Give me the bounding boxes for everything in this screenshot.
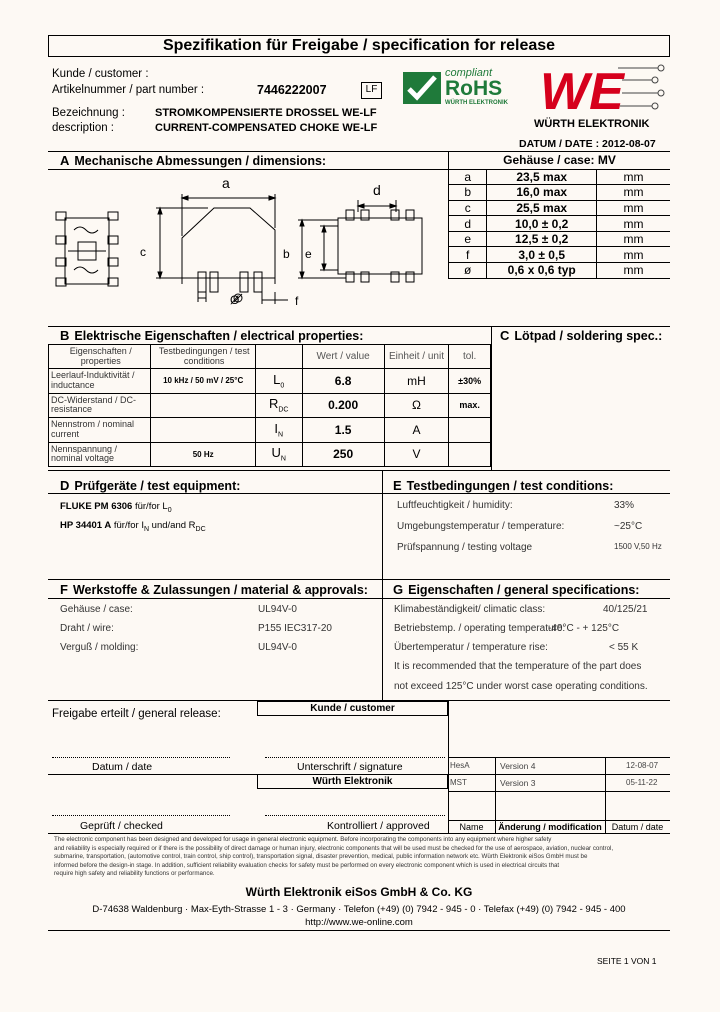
test-condition-label: Umgebungstemperatur / temperature: [397,521,565,532]
dimension-row [449,231,671,247]
rohs-sub-text: WÜRTH ELEKTRONIK [445,100,508,106]
signature-line [265,757,445,758]
tol-cell: ±30% [449,369,491,394]
history-name: HesA [450,761,470,770]
divider [48,598,670,599]
dimension-row [449,263,671,279]
symbol-cell: $I_N$ [255,418,302,443]
divider [48,470,670,471]
designation-value: STROMKOMPENSIERTE DROSSEL WE-LF [155,107,377,119]
material-value: P155 IEC317-20 [258,623,332,634]
approved-label: Kontrolliert / approved [327,820,430,832]
col-prop-header: Eigenschaften / properties [49,345,151,369]
dimension-row [449,185,671,201]
dimension-unit: mm [596,200,670,216]
release-date: DATUM / DATE : 2012-08-07 [519,138,656,150]
divider [448,791,670,792]
company-web: http://www.we-online.com [305,917,413,928]
electrical-table [48,344,491,467]
disclaimer-line: informed before the design-in stage. In addition, sufficient reliability evaluation checks for safety must be performed on every electronic component which is used in electrical circuits that [54,861,560,869]
symbol-cell: $R_{DC}$ [255,393,302,418]
divider [605,757,606,833]
section-g-title: G Eigenschaften / general specifications: [393,582,640,597]
material-label: Draht / wire: [60,623,114,634]
history-name: MST [450,778,467,787]
col-value-header: Wert / value [302,345,384,369]
divider [495,757,496,833]
dimension-sym: b [449,185,487,201]
tol-cell [449,418,491,443]
divider [448,757,670,758]
divider [48,579,670,580]
general-spec-label: Übertemperatur / temperature rise: [394,642,548,653]
general-spec-label: Klimabeständigkeit/ climatic class: [394,604,546,615]
release-label: Freigabe erteilt / general release: [52,708,221,720]
cond-cell [151,393,256,418]
page-title: Spezifikation für Freigabe / specification for release [162,37,556,54]
value-cell: 1.5 [302,418,384,443]
divider [448,820,670,821]
test-condition-value: 1500 V,50 Hz [614,542,662,551]
electrical-row [49,418,491,443]
dimension-val: 16,0 max [487,185,596,201]
date-line [52,757,230,758]
divider [491,326,492,470]
customer-sign-header: Kunde / customer [310,703,395,714]
dimension-sym: c [449,200,487,216]
dim-label-c: c [140,245,146,259]
dimension-sym: e [449,231,487,247]
dimension-val: 25,5 max [487,200,596,216]
col-sym-header [255,345,302,369]
page-number: SEITE 1 VON 1 [597,956,657,966]
unit-cell: A [384,418,449,443]
dimension-sym: d [449,216,487,232]
description-value: CURRENT-COMPENSATED CHOKE WE-LF [155,122,378,134]
general-spec-value: -40°C - + 125°C [548,623,620,634]
value-cell: 250 [302,442,384,467]
dimension-row [449,247,671,263]
material-value: UL94V-0 [258,604,297,615]
material-label: Verguß / molding: [60,642,139,653]
dimension-sym: f [449,247,487,263]
value-cell: 0.200 [302,393,384,418]
dimension-unit: mm [596,263,670,279]
dimension-val: 10,0 ± 0,2 [487,216,596,232]
hist-change-header: Änderung / modification [498,822,602,832]
signature-label: Unterschrift / signature [297,761,403,773]
prop-cell: Nennspannung / nominal voltage [49,442,151,467]
prop-cell: DC-Widerstand / DC-resistance [49,393,151,418]
col-cond-header: Testbedingungen / test conditions [151,345,256,369]
prop-cell: Leerlauf-Induktivität / inductance [49,369,151,394]
checked-label: Geprüft / checked [80,820,163,832]
dimension-unit: mm [596,231,670,247]
dimension-row [449,169,671,185]
general-spec-label: Betriebstemp. / operating temperature: [394,623,566,634]
section-b-title: B Elektrische Eigenschaften / electrical properties: [60,328,364,343]
rohs-logo [403,68,528,108]
lf-badge-label: LF [365,84,378,95]
material-value: UL94V-0 [258,642,297,653]
description-label: description : [52,122,115,134]
material-label: Gehäuse / case: [60,604,133,615]
unit-cell: Ω [384,393,449,418]
svg-text:WE: WE [540,63,624,117]
we-mark-icon [540,63,670,117]
section-e-title: E Testbedingungen / test conditions: [393,478,614,493]
cond-cell [151,418,256,443]
section-d-title: D Prüfgeräte / test equipment: [60,478,241,493]
rohs-check-icon [403,72,441,104]
dimension-sym: ø [449,263,487,279]
case-header: Gehäuse / case: MV [449,151,671,169]
test-equipment-1: FLUKE PM 6306 für/for $L_0$ [60,501,172,514]
test-condition-value: ~25°C [614,521,643,532]
rohs-text: RoHS [445,77,503,100]
test-condition-value: 33% [614,500,635,511]
divider [448,774,670,775]
history-date: 05-11-22 [626,778,658,787]
partnumber-value: 7446222007 [257,83,327,97]
divider [48,326,670,327]
we-logo [534,63,670,131]
mechanical-drawing [48,170,448,315]
value-cell: 6.8 [302,369,384,394]
general-spec-value: < 55 K [609,642,639,653]
disclaimer-line: submarine, transportation, (automotive control, train control, ship control), transportation signal, disaster prevention, medical, public information network etc. Würth Elektronik eiSos GmbH must be [54,853,588,861]
dimension-val: 12,5 ± 0,2 [487,231,596,247]
wuerth-sign-header: Würth Elektronik [312,776,393,787]
company-address: D-74638 Waldenburg · Max-Eyth-Strasse 1 - 3 · Germany · Telefon (+49) (0) 7942 - 945 - 0 · Telefax (+49) (0) 7942 - 945 - 400 [92,904,626,915]
divider [48,930,670,931]
disclaimer [54,836,666,879]
company-name: Würth Elektronik eiSos GmbH & Co. KG [245,885,473,899]
g-note-1: It is recommended that the temperature of the part does [394,661,642,672]
unit-cell: mH [384,369,449,394]
dimension-sym: a [449,169,487,185]
dimension-unit: mm [596,185,670,201]
dimension-val: 0,6 x 0,6 typ [487,263,596,279]
cond-cell: 10 kHz / 50 mV / 25°C [151,369,256,394]
partnumber-label: Artikelnummer / part number : [52,84,205,96]
dimension-row [449,200,671,216]
dim-label-e: e [305,247,312,261]
col-unit-header: Einheit / unit [384,345,449,369]
unit-cell: V [384,442,449,467]
dim-label-f: f [295,294,299,308]
hist-date-header: Datum / date [611,822,664,832]
history-change: Version 3 [500,778,536,788]
hist-name-header: Name [459,822,484,832]
symbol-cell: $L_0$ [255,369,302,394]
dimension-unit: mm [596,216,670,232]
electrical-row [49,369,491,394]
date-label: Datum / date [92,761,153,773]
dim-label-phi: Ø [230,293,240,307]
dimension-val: 23,5 max [487,169,596,185]
divider [448,700,449,833]
col-tol-header: tol. [449,345,491,369]
we-name: WÜRTH ELEKTRONIK [534,118,650,130]
checked-line [52,815,230,816]
dim-label-a: a [222,175,230,191]
section-c-title: C Lötpad / soldering spec.: [500,328,663,343]
history-date: 12-08-07 [626,761,659,770]
dimension-unit: mm [596,169,670,185]
cond-cell: 50 Hz [151,442,256,467]
dim-label-b: b [283,247,290,261]
g-note-2: not exceed 125°C under worst case operating conditions. [394,681,648,692]
dimension-val: 3,0 ± 0,5 [487,247,596,263]
approved-line [265,815,445,816]
electrical-row [49,442,491,467]
designation-label: Bezeichnung : [52,107,125,119]
electrical-row [49,393,491,418]
disclaimer-line: require high safety and reliability functions or performance. [54,870,215,878]
tol-cell: max. [449,393,491,418]
customer-label: Kunde / customer : [52,68,149,80]
dimension-table [448,151,670,279]
prop-cell: Nennstrom / nominal current [49,418,151,443]
section-a-title: A Mechanische Abmessungen / dimensions: [60,153,327,168]
section-f-title: F Werkstoffe & Zulassungen / material & approvals: [60,582,368,597]
rohs-compliant-text: compliant [445,67,493,79]
tol-cell [449,442,491,467]
dim-label-d: d [373,182,381,198]
general-spec-value: 40/125/21 [603,604,648,615]
dimension-row [449,216,671,232]
disclaimer-line: The electronic component has been designed and developed for usage in general electronic equipment. Before incorporating the components into any equipment where higher safety [54,836,552,843]
test-equipment-2: HP 34401 A für/for $I_N$ und/and $R_{DC}$ [60,520,206,533]
symbol-cell: $U_N$ [255,442,302,467]
divider [382,470,383,700]
divider [48,833,670,834]
divider [48,493,670,494]
dimension-unit: mm [596,247,670,263]
disclaimer-line: and reliability is especially required or if there is the possibility of direct damage or human injury, electronic components that will be used must be checked for the use of aerospace, aviation, nuclear control, [54,844,614,852]
test-condition-label: Luftfeuchtigkeit / humidity: [397,500,513,511]
test-condition-label: Prüfspannung / testing voltage [397,542,533,553]
history-change: Version 4 [500,761,536,771]
